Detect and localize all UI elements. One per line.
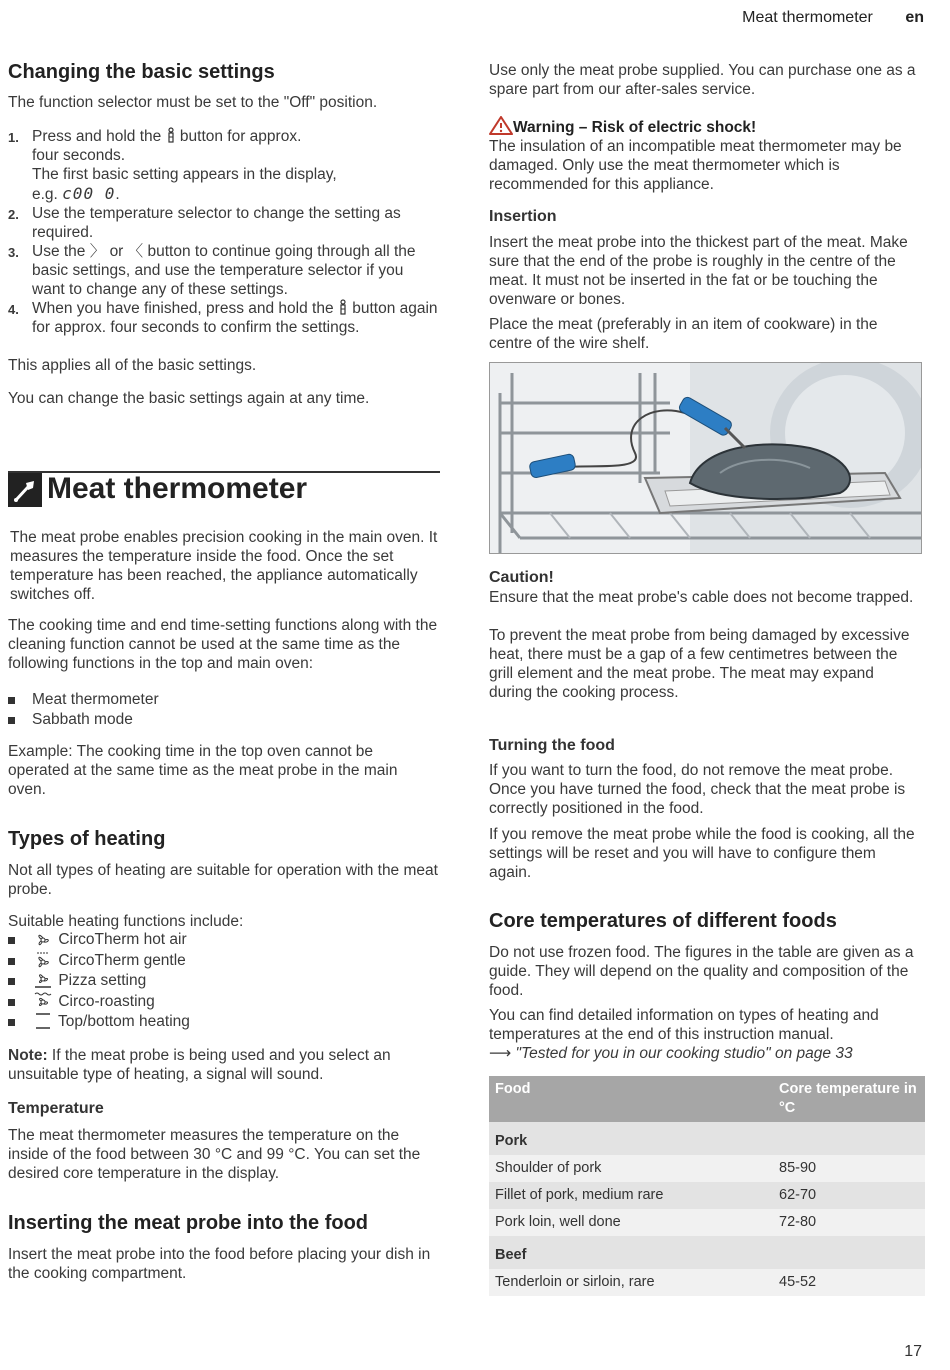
basic-settings-steps xyxy=(8,127,438,337)
meat-example-paragraph: Example: The cooking time in the top oven cannot be operated at the same time as the meat probe in the main oven. xyxy=(8,743,398,798)
heating-suitable-label: Suitable heating functions include: xyxy=(8,913,244,930)
step-1: 1. Press and hold the button for approx. four seconds. The first basic setting appears in the display, e.g. c00 0. xyxy=(8,128,337,203)
list-item: Circo-roasting xyxy=(8,992,438,1013)
step-2: 2. Use the temperature selector to change the setting as required. xyxy=(8,205,401,241)
turning-food-paragraph-1: If you want to turn the food, do not remove the meat probe. Once you have turned the food, check that the meat probe is correctly positioned in the food. xyxy=(489,762,906,817)
restricted-functions-list xyxy=(8,690,438,730)
meat-probe-illustration xyxy=(489,362,922,554)
turning-food-paragraph-2: If you remove the meat probe while the food is cooking, all the settings will be reset and you will have to configure them again. xyxy=(489,826,915,881)
electric-shock-warning: Warning – Risk of electric shock! The insulation of an incompatible meat thermometer may be damaged. Only use the meat thermometer which is recommended for this appliance. xyxy=(489,116,921,194)
insertion-paragraph-1: Insert the meat probe into the thickest part of the meat. Make sure that the end of the probe is roughly in the centre of the meat. It must not be inserted in the fat or be touching the ovenware or bones. xyxy=(489,234,908,308)
list-item: Pizza setting xyxy=(8,971,438,992)
circotherm-hot-air-icon xyxy=(32,930,54,948)
pizza-setting-icon xyxy=(32,971,54,989)
meat-thermometer-icon xyxy=(8,473,42,507)
list-item: CircoTherm gentle xyxy=(8,951,438,972)
core-temperatures-heading: Core temperatures of different foods xyxy=(489,910,837,932)
chevron-right-icon: 〉 xyxy=(89,243,106,260)
types-of-heating-heading: Types of heating xyxy=(8,828,166,850)
list-item: CircoTherm hot air xyxy=(8,930,438,951)
caution-paragraph-1: Ensure that the meat probe's cable does not become trapped. xyxy=(489,589,914,606)
circo-roasting-icon xyxy=(32,992,54,1010)
table-row: Shoulder of pork 85-90 xyxy=(489,1155,925,1182)
table-header-temperature: Core temperature in °C xyxy=(773,1076,925,1122)
table-row: Fillet of pork, medium rare 62-70 xyxy=(489,1182,925,1209)
table-header-food: Food xyxy=(489,1076,773,1122)
heating-note: Note: If the meat probe is being used and you select an unsuitable type of heating, a signal will sound. xyxy=(8,1047,391,1083)
header-section-title: Meat thermometer xyxy=(742,9,873,26)
step-4: 4. When you have finished, press and hold the button again for approx. four seconds to confirm the settings. xyxy=(8,300,438,336)
warning-triangle-icon xyxy=(489,116,513,135)
turning-food-heading: Turning the food xyxy=(489,737,615,754)
table-group-row: Beef xyxy=(489,1236,925,1269)
probe-supply-note: Use only the meat probe supplied. You can purchase one as a spare part from our after-sales service. xyxy=(489,62,916,98)
heating-functions-list xyxy=(8,930,438,1033)
top-bottom-heating-icon xyxy=(32,1012,54,1030)
caution-heading: Caution! xyxy=(489,569,554,586)
core-temperature-table xyxy=(489,1076,925,1296)
basic-settings-applies: This applies all of the basic settings. xyxy=(8,357,257,374)
temperature-heading: Temperature xyxy=(8,1100,104,1117)
warning-text: The insulation of an incompatible meat thermometer may be damaged. Only use the meat thermometer which is recommended for this appliance. xyxy=(489,138,902,193)
list-item: Top/bottom heating xyxy=(8,1012,438,1033)
table-group-row: Pork xyxy=(489,1122,925,1155)
settings-button-icon xyxy=(338,299,348,315)
heating-intro: Not all types of heating are suitable for operation with the meat probe. xyxy=(8,862,438,898)
chevron-left-icon: 〈 xyxy=(127,243,144,260)
step-3: 3. Use the 〉 or 〈 button to continue going through all the basic settings, and use the temperature selector if you want to change any of these settings. xyxy=(8,243,416,298)
insertion-heading: Insertion xyxy=(489,208,557,225)
page-header xyxy=(742,8,924,27)
meat-restriction-paragraph: The cooking time and end time-setting functions along with the cleaning function cannot be used at the same time as the following functions in the top and main oven: xyxy=(8,617,438,672)
meat-thermometer-heading: Meat thermometer xyxy=(47,472,308,505)
insertion-paragraph-2: Place the meat (preferably in an item of cookware) in the centre of the wire shelf. xyxy=(489,316,878,352)
core-temperatures-paragraph-1: Do not use frozen food. The figures in the table are given as a guide. They will depend on the quality and composition of the food. xyxy=(489,944,914,999)
circotherm-gentle-icon xyxy=(32,951,54,969)
settings-button-icon xyxy=(166,127,176,143)
basic-settings-anytime: You can change the basic settings again at any time. xyxy=(8,390,370,407)
table-row: Pork loin, well done 72-80 xyxy=(489,1209,925,1236)
inserting-heading: Inserting the meat probe into the food xyxy=(8,1212,368,1234)
caution-paragraph-2: To prevent the meat probe from being damaged by excessive heat, there must be a gap of a few centimetres between the grill element and the meat probe. The meat may expand during the cooking process. xyxy=(489,627,910,701)
page-number: 17 xyxy=(904,1343,922,1360)
header-language: en xyxy=(905,9,924,26)
temperature-text: The meat thermometer measures the temperature on the inside of the food between 30 °C and 99 °C. You can set the desired core temperature in the display. xyxy=(8,1127,421,1182)
basic-settings-heading: Changing the basic settings xyxy=(8,61,275,83)
basic-settings-intro: The function selector must be set to the "Off" position. xyxy=(8,94,378,111)
arrow-right-icon: ⟶ xyxy=(489,1045,512,1062)
meat-intro-paragraph: The meat probe enables precision cooking in the main oven. It measures the temperature inside the food. Once the set temperature has been reached, the appliance automatically switches off. xyxy=(10,529,438,603)
inserting-text: Insert the meat probe into the food before placing your dish in the cooking compartment. xyxy=(8,1246,431,1282)
display-code: c00 0 xyxy=(62,184,116,203)
list-item: Meat thermometer xyxy=(8,690,438,710)
table-row: Tenderloin or sirloin, rare 45-52 xyxy=(489,1269,925,1296)
page-reference-link[interactable]: "Tested for you in our cooking studio" on page 33 xyxy=(515,1045,853,1062)
list-item: Sabbath mode xyxy=(8,710,438,730)
core-temperatures-paragraph-2: You can find detailed information on types of heating and temperatures at the end of this instruction manual. ⟶ "Tested for you in our cooking studio" on page 33 xyxy=(489,1007,879,1062)
